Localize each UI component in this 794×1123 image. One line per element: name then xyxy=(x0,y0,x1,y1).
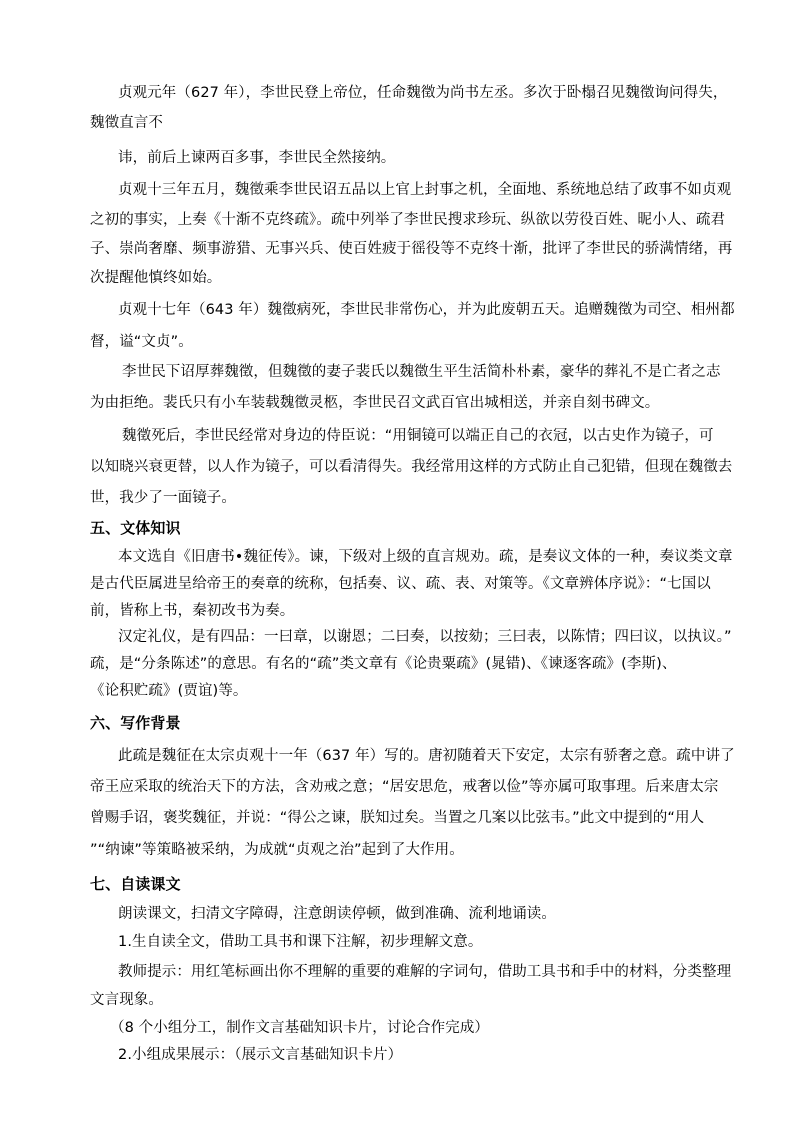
text-line: 贞观元年（627 年），李世民登上帝位，任命魏徵为尚书左丞。多次于卧榻召见魏徵询问得失， xyxy=(118,85,728,101)
text-line: 教师提示：用红笔标画出你不理解的重要的难解的字词句，借助工具书和手中的材料，分类整理 xyxy=(118,964,732,980)
text-line: 贞观十三年五月，魏徵乘李世民诏五品以上官上封事之机，全面地、系统地总结了政事不如贞观 xyxy=(118,182,732,198)
text-line: 为由拒绝。裴氏只有小车装载魏徵灵柩，李世民召文武百官出城相送，并亲自刻书碑文。 xyxy=(90,395,660,411)
text-line: 是古代臣属进呈给帝王的奏章的统称，包括奏、议、疏、表、对策等。《文章辨体序说》：“七国以 xyxy=(90,576,711,592)
text-line: 曾赐手诏，褒奖魏征，并说：“得公之谏，朕知过矣。当置之几案以比弦韦。”此文中提到的“用人 xyxy=(90,810,705,826)
section-heading: 七、自读课文 xyxy=(90,875,181,893)
text-line: 以知晓兴衰更替，以人作为镜子，可以看清得失。我经常用这样的方式防止自己犯错，但现在魏徵去 xyxy=(90,459,733,475)
text-line: 世，我少了一面镜子。 xyxy=(90,490,236,506)
section-heading: 六、写作背景 xyxy=(90,714,181,732)
text-line: 汉定礼仪，是有四品：一曰章，以谢恩；二曰奏，以按劾；三曰表，以陈情；四曰议，以执议。” xyxy=(118,629,732,645)
text-line: 此疏是魏征在太宗贞观十一年（637 年）写的。唐初随着天下安定，太宗有骄奢之意。疏中讲了 xyxy=(118,748,735,764)
text-line: 文言现象。 xyxy=(90,992,163,1008)
text-line: 魏徵直言不 xyxy=(90,115,163,131)
text-line: 贞观十七年（643 年）魏徵病死，李世民非常伤心，并为此废朝五天。追赠魏徵为司空、相州都 xyxy=(118,302,735,318)
text-line: （8 个小组分工，制作文言基础知识卡片，讨论合作完成） xyxy=(110,1020,490,1036)
text-line: 1.生自读全文，借助工具书和课下注解，初步理解文意。 xyxy=(118,934,483,950)
text-line: 疏，是“分条陈述”的意思。有名的“疏”类文章有《论贵粟疏》(晁错)、《谏逐客疏》(李斯)、 xyxy=(90,656,677,672)
text-line: 督，谥“文贞”。 xyxy=(90,334,193,350)
text-line: 讳，前后上谏两百多事，李世民全然接纳。 xyxy=(118,150,396,166)
text-line: 朗读课文，扫清文字障碍，注意朗读停顿，做到准确、流利地诵读。 xyxy=(118,906,556,922)
text-line: 帝王应采取的统治天下的方法，含劝戒之意；“居安思危，戒奢以俭”等亦属可取事理。后来唐太宗 xyxy=(90,779,719,795)
section-heading: 五、文体知识 xyxy=(90,519,181,537)
text-line: 前，皆称上书，秦初改书为奏。 xyxy=(90,603,295,619)
text-line: 本文选自《旧唐书•魏征传》。谏，下级对上级的直言规劝。疏，是奏议文体的一种，奏议类文章 xyxy=(118,549,733,565)
text-line: 《论积贮疏》(贾谊)等。 xyxy=(90,683,248,699)
text-line: 次提醒他慎终如始。 xyxy=(90,270,222,286)
text-line: 李世民下诏厚葬魏徵，但魏徵的妻子裴氏以魏徵生平生活简朴朴素，豪华的葬礼不是亡者之志 xyxy=(122,364,721,380)
text-line: 之初的事实，上奏《十渐不克终疏》。疏中列举了李世民搜求珍玩、纵欲以劳役百姓、昵小人、疏君 xyxy=(90,212,726,228)
text-line: 2.小组成果展示：（展示文言基础知识卡片） xyxy=(118,1047,403,1063)
text-line: ”“纳谏”等策略被采纳，为成就“贞观之治”起到了大作用。 xyxy=(90,842,464,858)
text-line: 子、崇尚奢靡、频事游猎、无事兴兵、使百姓疲于徭役等不克终十渐，批评了李世民的骄满情绪，再 xyxy=(90,241,733,257)
text-line: 魏徵死后，李世民经常对身边的侍臣说：“用铜镜可以端正自己的衣冠，以古史作为镜子，可 xyxy=(122,428,714,444)
